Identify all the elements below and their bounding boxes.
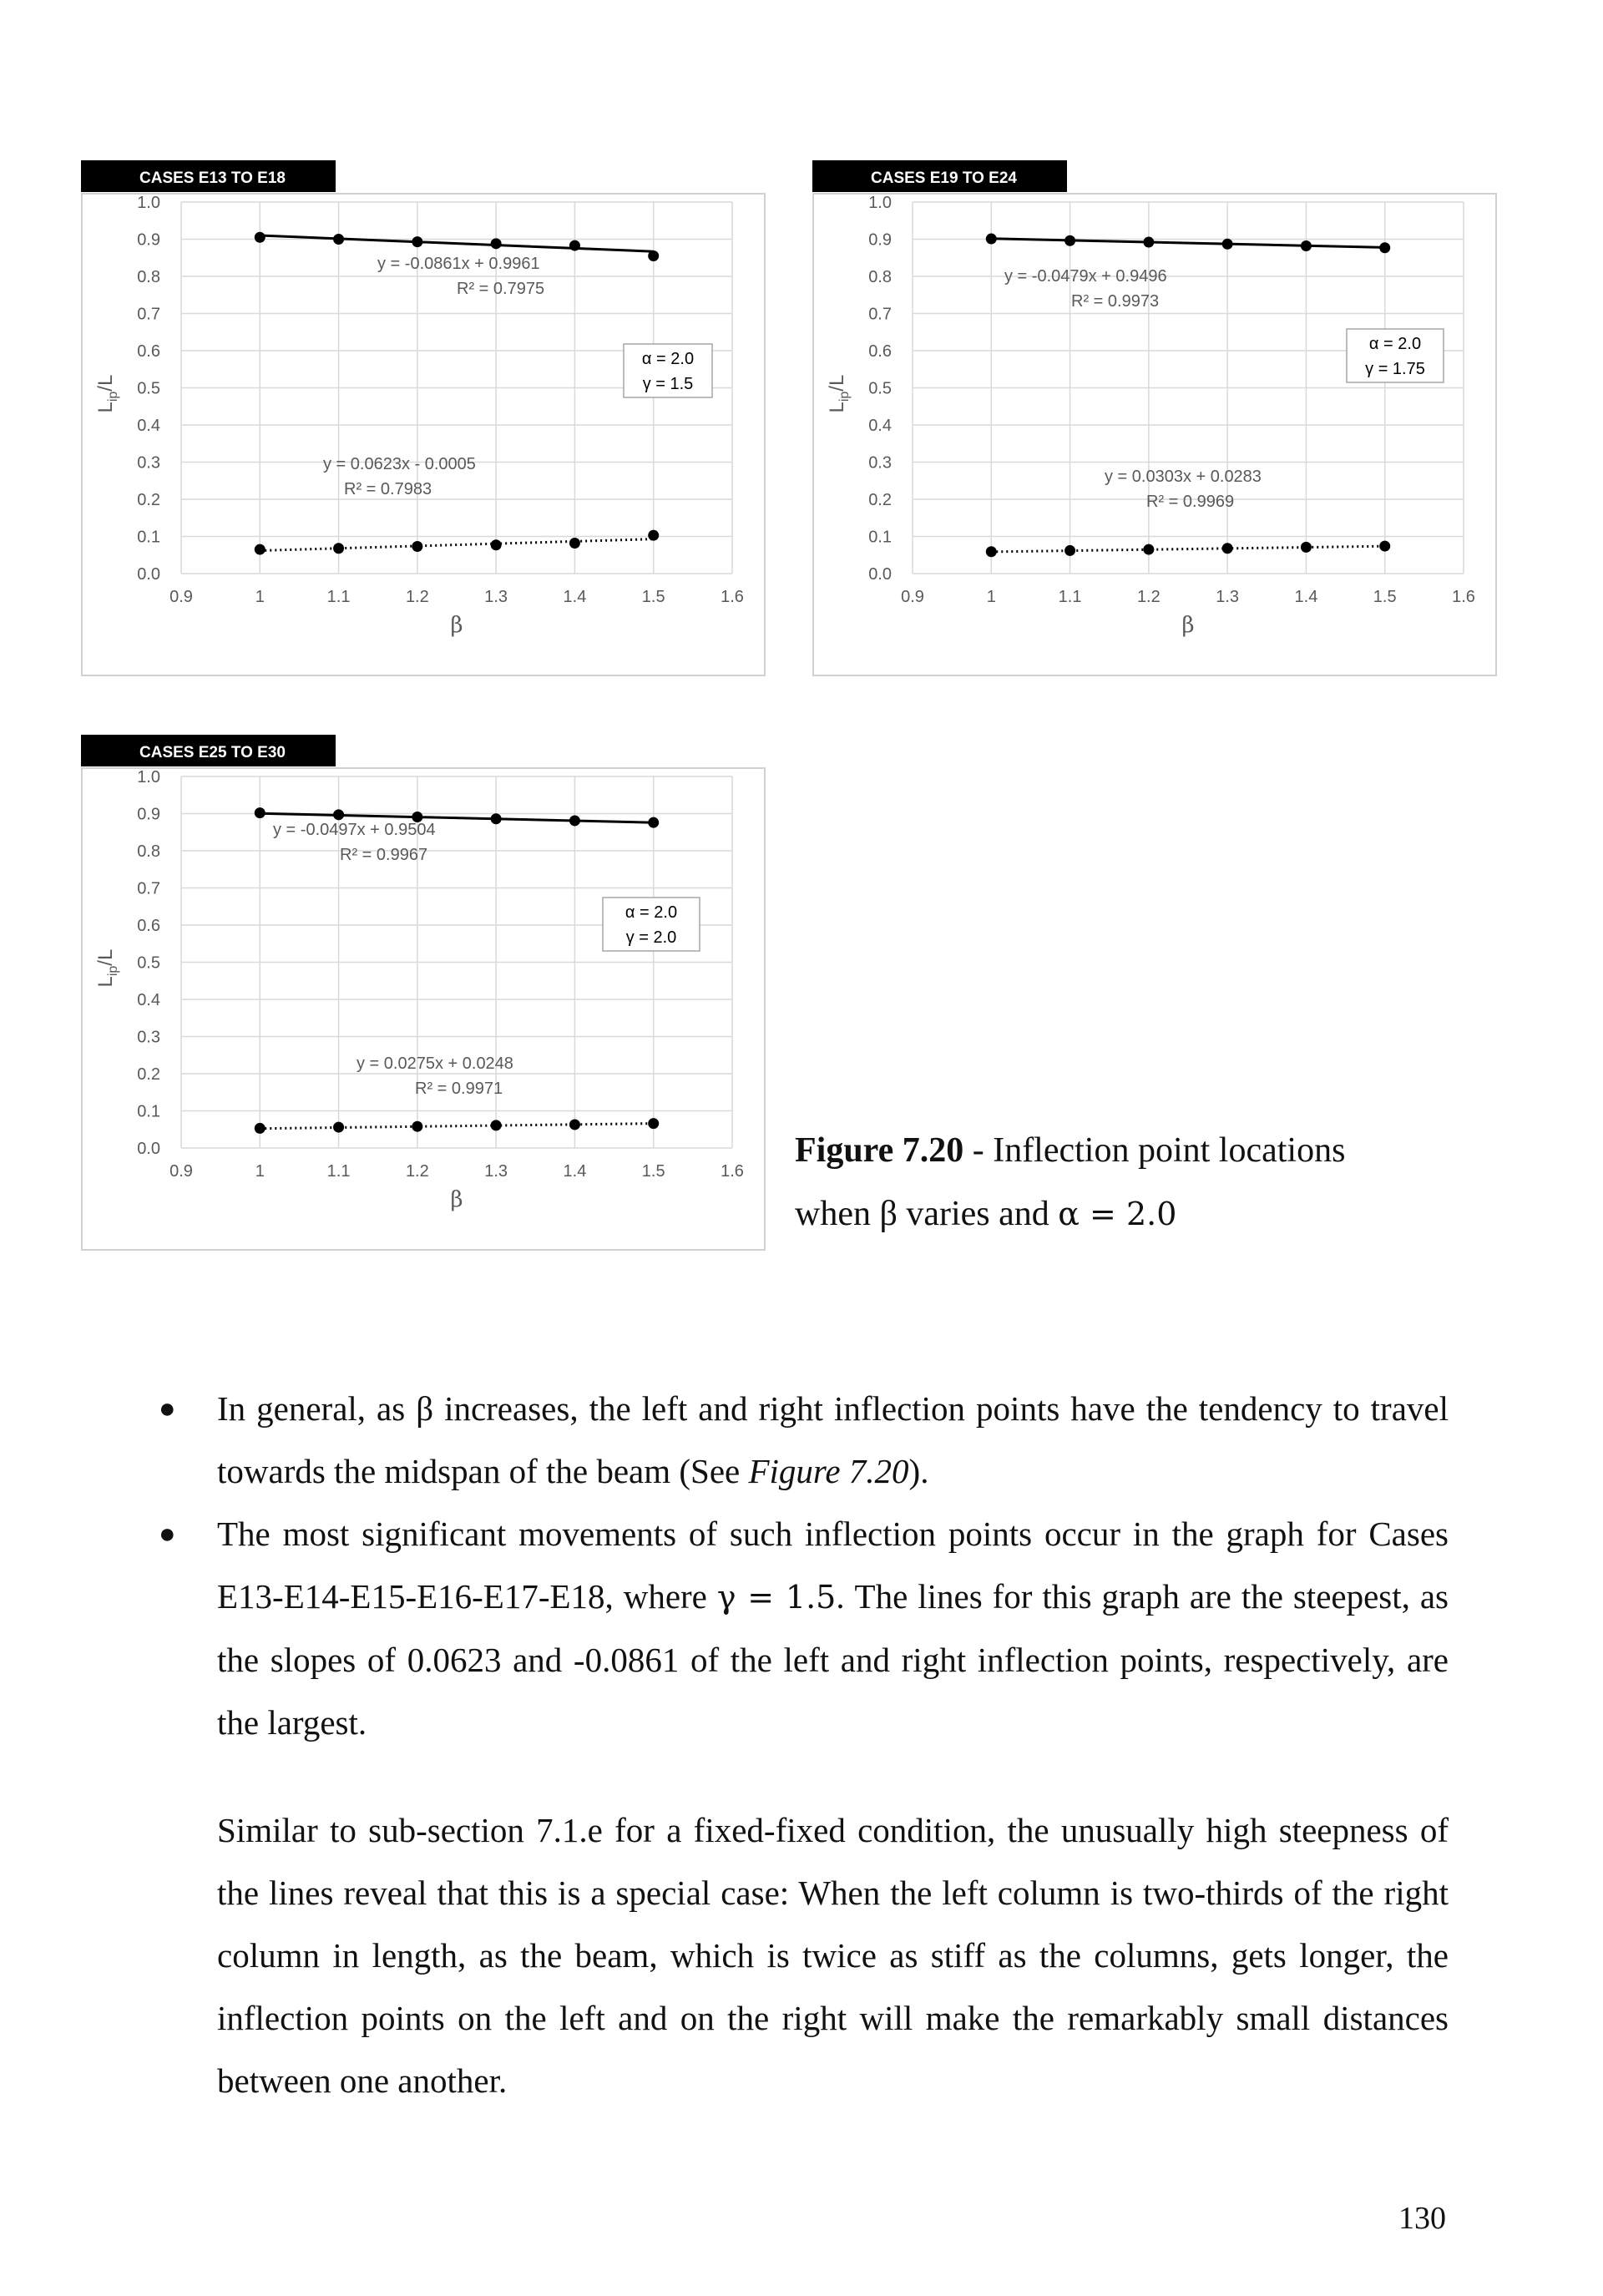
y-axis-label-sub: ip <box>106 391 120 402</box>
trendline-equation: y = 0.0275x + 0.0248 <box>357 1054 513 1073</box>
x-axis-label: β <box>1181 613 1195 638</box>
x-axis-label: β <box>450 1187 463 1212</box>
data-point <box>1064 545 1075 556</box>
bullet-item <box>154 1503 1449 1754</box>
x-tick-label: 0.9 <box>169 1162 193 1181</box>
chart-title: CASES E13 TO E18 <box>139 169 286 187</box>
y-tick-label: 0.1 <box>137 528 160 547</box>
data-point <box>333 234 344 245</box>
y-axis-label-main: L <box>94 976 117 988</box>
bullet-dot-icon: ● <box>159 1519 176 1550</box>
y-tick-label: 0.2 <box>137 491 160 509</box>
y-axis-label-sub: ip <box>837 391 852 402</box>
figure-caption <box>795 1119 1479 1246</box>
trendline-equation: y = -0.0497x + 0.9504 <box>273 821 436 839</box>
data-point <box>1379 242 1390 253</box>
figure-label: Figure 7.20 <box>795 1131 964 1170</box>
bullet-text: The most significant movements of such inflection points occur in the graph for Cases E13-E14-E15-E16-E17-E18, where <box>217 1515 1449 1616</box>
x-tick-label: 1 <box>255 588 265 606</box>
y-tick-label: 0.3 <box>137 453 160 473</box>
x-tick-label: 1.6 <box>721 1162 744 1181</box>
data-point <box>1222 239 1233 250</box>
data-point <box>1143 544 1154 555</box>
chart-title: CASES E25 TO E30 <box>139 744 286 761</box>
chart-svg <box>81 160 766 676</box>
y-tick-label: 0.2 <box>868 491 892 509</box>
figure-reference: Figure 7.20 <box>748 1452 909 1490</box>
y-axis-label-main: L <box>94 402 117 413</box>
x-tick-label: 1.2 <box>1136 588 1161 606</box>
y-tick-label: 0.7 <box>137 305 160 324</box>
trendline-equation: y = -0.0479x + 0.9496 <box>1004 267 1167 286</box>
y-tick-label: 0.5 <box>868 379 892 398</box>
x-tick-label: 1.3 <box>1216 588 1240 606</box>
trendline-equation: y = 0.0623x - 0.0005 <box>323 455 476 473</box>
y-tick-label: 0.0 <box>137 565 160 584</box>
data-point <box>1379 541 1390 552</box>
caption-text-2: when β varies and <box>795 1195 1059 1233</box>
data-point <box>255 1123 265 1134</box>
x-tick-label: 1.5 <box>1373 588 1397 606</box>
chart-cases-e25-e30 <box>81 735 766 1251</box>
data-point <box>491 813 502 824</box>
y-tick-label: 1.0 <box>137 768 160 786</box>
data-point <box>491 1120 502 1130</box>
y-tick-label: 1.0 <box>868 194 892 212</box>
parameter-label: γ = 1.75 <box>1365 360 1425 378</box>
data-point <box>648 250 659 261</box>
bullet-text-end: . The lines for this graph are the steepest, as the slopes of 0.0623 and -0.0861 of the left and right inflection points, respectively, are the largest. <box>217 1577 1449 1742</box>
data-point <box>255 807 265 818</box>
body-paragraph: Similar to sub-section 7.1.e for a fixed-fixed condition, the unusually high steepness of the lines reveal that this is a special case: When the left column is two-thirds of the right column in length, as the beam, which is twice as stiff as the columns, gets longer, the inflection points on the left and on the right will make the remarkably small distances between one another. <box>217 1811 1449 2100</box>
chart-title: CASES E19 TO E24 <box>871 169 1017 187</box>
trendline-r2: R² = 0.9969 <box>1146 493 1235 511</box>
data-point <box>412 541 422 552</box>
y-axis-label-sub: ip <box>106 965 120 977</box>
bullet-text: In general, as β increases, the left and right inflection points have the tendency to travel towards the midspan of the beam (See <box>217 1389 1449 1490</box>
x-tick-label: 1.4 <box>563 1162 587 1181</box>
data-point <box>1064 235 1075 246</box>
trendline-equation: y = -0.0861x + 0.9961 <box>377 255 540 273</box>
data-point <box>412 236 422 247</box>
y-tick-label: 0.8 <box>137 842 160 861</box>
trendline-r2: R² = 0.9973 <box>1071 292 1160 311</box>
x-tick-label: 1.6 <box>1452 588 1475 606</box>
y-axis-label-tail: /L <box>94 948 117 966</box>
data-point <box>333 809 344 820</box>
y-tick-label: 0.8 <box>137 268 160 286</box>
data-point <box>569 538 580 549</box>
y-tick-label: 0.7 <box>868 305 892 324</box>
x-tick-label: 1.4 <box>1294 588 1318 606</box>
x-tick-label: 0.9 <box>901 588 924 606</box>
parameter-label: α = 2.0 <box>625 903 678 922</box>
caption-math: α = 2.0 <box>1058 1196 1177 1232</box>
y-tick-label: 1.0 <box>137 194 160 212</box>
y-axis-label-main: L <box>826 402 848 413</box>
trendline-r2: R² = 0.9971 <box>415 1080 503 1098</box>
trendline-r2: R² = 0.9967 <box>340 846 428 864</box>
y-tick-label: 0.6 <box>137 342 160 361</box>
x-tick-label: 1.2 <box>405 588 429 606</box>
data-point <box>648 817 659 828</box>
data-point <box>255 544 265 555</box>
y-axis-label-tail: /L <box>94 374 117 392</box>
data-point <box>569 240 580 251</box>
y-tick-label: 0.0 <box>137 1140 160 1158</box>
trendline-r2: R² = 0.7975 <box>457 280 545 298</box>
y-tick-label: 0.1 <box>868 528 892 547</box>
x-tick-label: 1.6 <box>721 588 744 606</box>
data-point <box>1143 237 1154 248</box>
x-axis-label: β <box>450 613 463 638</box>
y-tick-label: 0.4 <box>868 417 892 435</box>
y-tick-label: 0.2 <box>137 1065 160 1084</box>
x-tick-label: 1.5 <box>641 1162 665 1181</box>
data-point <box>333 543 344 554</box>
y-tick-label: 0.6 <box>868 342 892 361</box>
data-point <box>569 815 580 826</box>
data-point <box>986 234 997 245</box>
y-tick-label: 0.4 <box>137 417 160 435</box>
bullet-item <box>154 1378 1449 1503</box>
x-tick-label: 1.2 <box>405 1162 429 1181</box>
x-tick-label: 1 <box>255 1162 265 1181</box>
data-point <box>1222 543 1233 554</box>
data-point <box>648 1118 659 1129</box>
trendline-r2: R² = 0.7983 <box>344 480 432 498</box>
x-tick-label: 0.9 <box>169 588 193 606</box>
trendline-equation: y = 0.0303x + 0.0283 <box>1105 468 1262 486</box>
chart-svg <box>81 735 766 1251</box>
bullet-math: γ = 1.5 <box>716 1579 837 1616</box>
x-tick-label: 1.3 <box>484 1162 508 1181</box>
y-tick-label: 0.8 <box>868 268 892 286</box>
parameter-label: γ = 1.5 <box>642 375 694 393</box>
parameter-label: α = 2.0 <box>641 350 695 368</box>
y-tick-label: 0.9 <box>137 230 160 250</box>
y-tick-label: 0.0 <box>868 565 892 584</box>
x-tick-label: 1.1 <box>326 1162 351 1181</box>
y-tick-label: 0.9 <box>137 805 160 824</box>
y-axis-label-tail: /L <box>826 374 848 392</box>
data-point <box>648 530 659 541</box>
x-tick-label: 1.3 <box>484 588 508 606</box>
data-point <box>255 232 265 243</box>
x-tick-label: 1.5 <box>641 588 665 606</box>
parameter-label: α = 2.0 <box>1368 335 1422 353</box>
bullet-text-end: ). <box>908 1452 929 1490</box>
bullet-dot-icon: ● <box>159 1393 176 1424</box>
data-point <box>569 1119 580 1130</box>
y-tick-label: 0.3 <box>137 1028 160 1047</box>
data-point <box>491 238 502 249</box>
data-point <box>412 1121 422 1132</box>
data-point <box>491 539 502 550</box>
caption-text: - Inflection point locations <box>963 1131 1346 1170</box>
x-tick-label: 1.1 <box>1058 588 1082 606</box>
y-tick-label: 0.9 <box>868 230 892 250</box>
chart-cases-e19-e24 <box>812 160 1497 676</box>
bullet-list <box>154 1378 1449 1754</box>
chart-cases-e13-e18 <box>81 160 766 676</box>
parameter-label: γ = 2.0 <box>625 928 677 947</box>
data-point <box>986 546 997 557</box>
y-tick-label: 0.6 <box>137 917 160 935</box>
chart-svg <box>812 160 1497 676</box>
caption-line-2 <box>795 1182 1479 1246</box>
y-tick-label: 0.4 <box>137 991 160 1009</box>
x-tick-label: 1 <box>986 588 996 606</box>
page-number: 130 <box>1398 2201 1446 2236</box>
data-point <box>1301 542 1312 553</box>
x-tick-label: 1.4 <box>563 588 587 606</box>
y-tick-label: 0.5 <box>137 953 160 973</box>
y-tick-label: 0.1 <box>137 1102 160 1121</box>
data-point <box>333 1122 344 1133</box>
y-tick-label: 0.5 <box>137 379 160 398</box>
y-tick-label: 0.7 <box>137 879 160 898</box>
caption-line-1 <box>795 1119 1479 1182</box>
x-tick-label: 1.1 <box>326 588 351 606</box>
data-point <box>1301 240 1312 251</box>
y-tick-label: 0.3 <box>868 453 892 473</box>
